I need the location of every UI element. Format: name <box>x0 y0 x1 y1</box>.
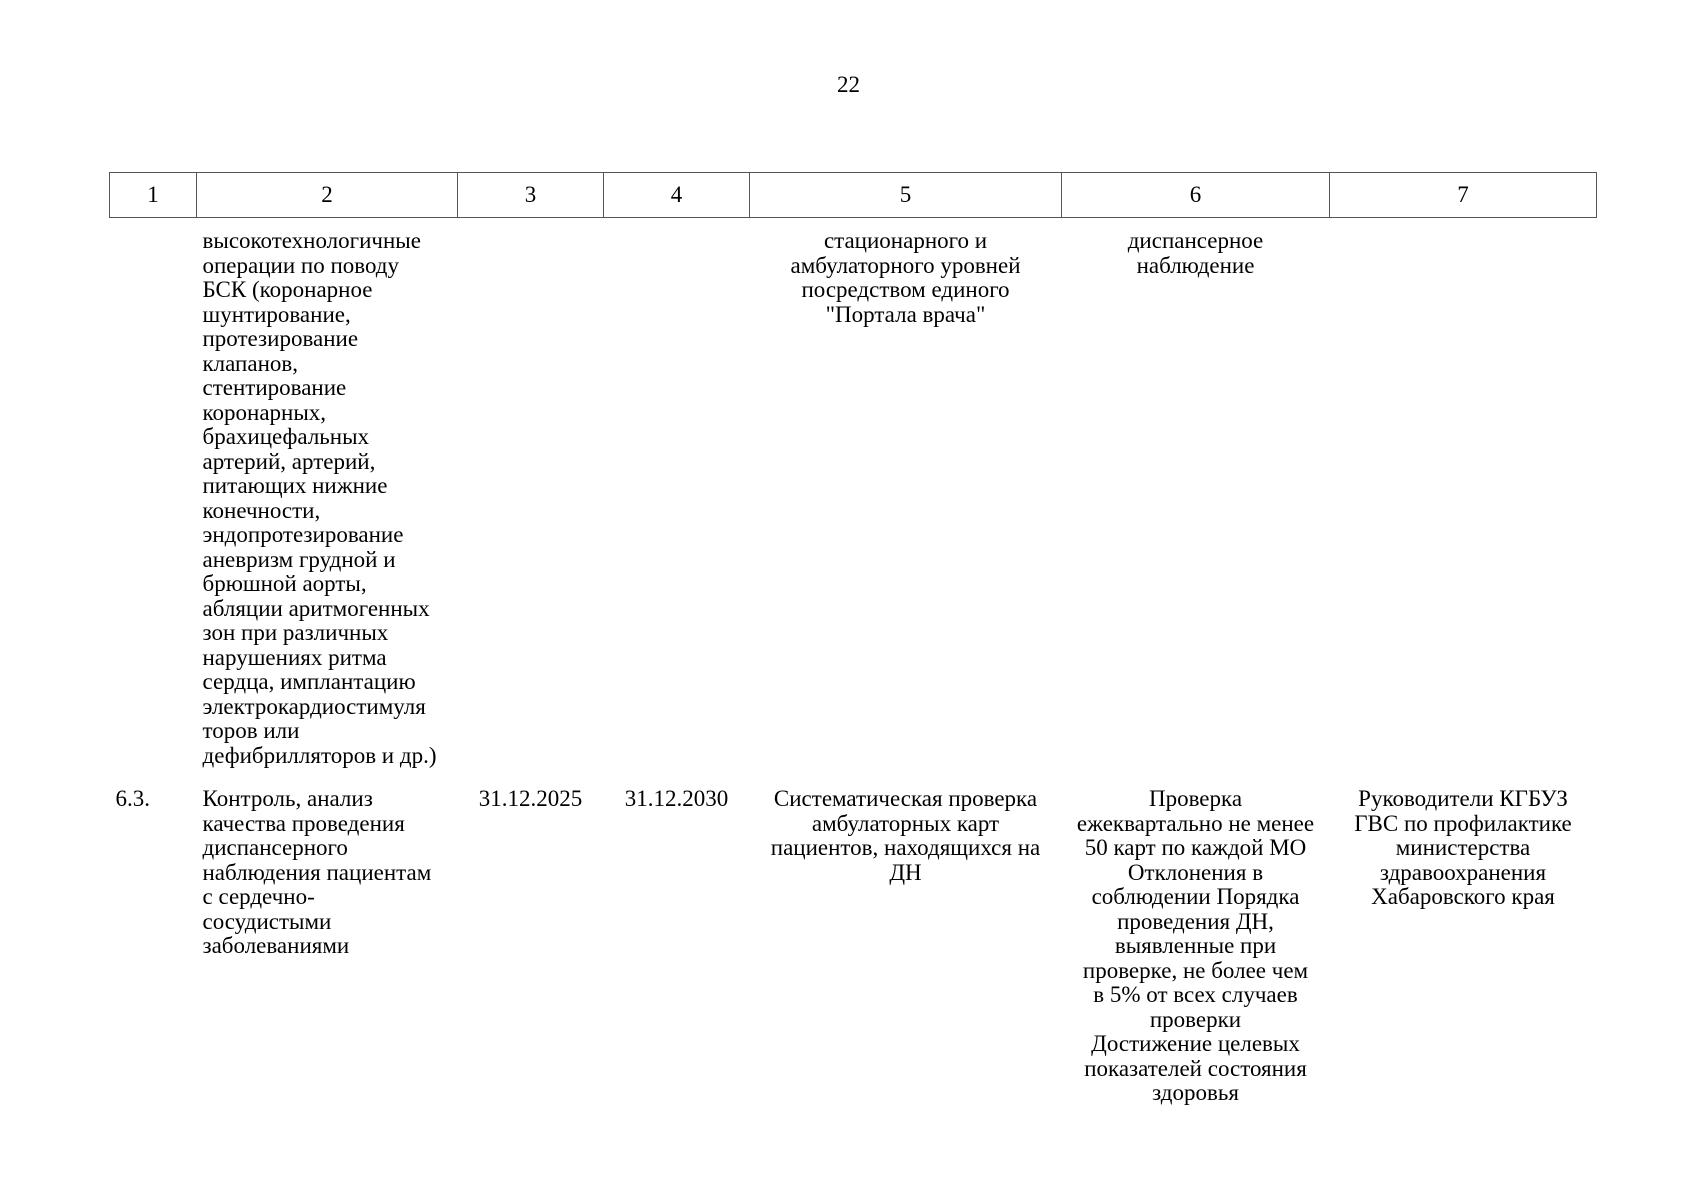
responsible-cell <box>1330 768 1597 1106</box>
cell-text-line: наблюдение <box>1136 252 1255 278</box>
table-row <box>110 768 1597 1106</box>
indicator-cell <box>1062 768 1330 1106</box>
cell-text-line: питающих нижние <box>202 473 388 498</box>
cell-text-line: здравоохранения <box>1379 859 1547 885</box>
cell-text-line: Контроль, анализ <box>202 786 373 811</box>
cell-text-line: диспансерного <box>202 835 348 860</box>
cell-text-line: здоровья <box>1152 1080 1239 1105</box>
column-number-5: 5 <box>750 173 1062 218</box>
cell-text-line: нарушениях ритма <box>202 644 387 670</box>
cell-text-line: клапанов, <box>202 350 298 376</box>
expected-result-cell <box>750 218 1062 769</box>
cell-text-line: амбулаторного уровней <box>790 252 1021 278</box>
cell-text-line: шунтирование, <box>202 301 351 327</box>
cell-text-line: сосудистыми <box>202 908 332 934</box>
column-number-4: 4 <box>604 173 750 218</box>
cell-text-line: конечности, <box>202 497 321 523</box>
responsible-cell <box>1330 218 1597 769</box>
cell-text-line: выявленные при <box>1114 933 1277 958</box>
cell-text-line: аневризм грудной и <box>202 546 396 572</box>
column-number-header-row <box>110 173 1597 218</box>
cell-text-line: показателей состояния <box>1084 1055 1307 1081</box>
cell-text-line: соблюдении Порядка <box>1091 884 1300 909</box>
expected-result-cell <box>750 768 1062 1106</box>
page-number: 22 <box>837 72 860 97</box>
cell-text-line: сердца, имплантацию <box>202 669 416 694</box>
measure-description-cell <box>197 218 458 769</box>
cell-text-line: наблюдения пациентам <box>202 859 432 885</box>
measure-description-cell <box>197 768 458 1106</box>
cell-text-line: высокотехнологичные <box>202 228 421 253</box>
end-date-cell: 31.12.2030 <box>624 786 729 811</box>
cell-text-line: в 5% от всех случаев <box>1093 982 1298 1007</box>
column-number-7: 7 <box>1330 173 1597 218</box>
plan-table <box>109 172 1597 1106</box>
cell-text-line: операции по поводу <box>202 252 400 278</box>
cell-text-line: качества проведения <box>202 810 405 836</box>
cell-text-line: министерства <box>1395 835 1531 860</box>
cell-text-line: Систематическая проверка <box>773 786 1038 811</box>
column-number-2: 2 <box>197 173 458 218</box>
column-number-3: 3 <box>458 173 604 218</box>
row-number-cell: 6.3. <box>115 786 150 811</box>
cell-text-line: посредством единого <box>801 277 1010 302</box>
cell-text-line: БСК (коронарное <box>202 277 373 302</box>
cell-text-line: ежеквартально не менее <box>1076 810 1315 836</box>
cell-text-line: Достижение целевых <box>1091 1031 1300 1056</box>
column-number-6: 6 <box>1062 173 1330 218</box>
table-row <box>110 218 1597 769</box>
cell-text-line: амбулаторных карт <box>811 810 1000 836</box>
cell-text-line: коронарных, <box>202 399 327 425</box>
cell-text-line: ГВС по профилактике <box>1354 810 1572 836</box>
cell-text-line: артерий, артерий, <box>202 448 376 474</box>
cell-text-line: Отклонения в <box>1127 859 1264 885</box>
cell-text-line: Проверка <box>1148 786 1243 811</box>
cell-text-line: абляции аритмогенных <box>202 595 430 621</box>
cell-text-line: ДН <box>889 859 922 885</box>
end-date-cell <box>604 218 750 769</box>
indicator-cell <box>1062 218 1330 769</box>
cell-text-line: проведения ДН, <box>1117 908 1274 934</box>
cell-text-line: торов или <box>202 718 300 743</box>
cell-text-line: Руководители КГБУЗ <box>1358 786 1568 811</box>
cell-text-line: зон при различных <box>202 620 389 645</box>
cell-text-line: с сердечно- <box>202 884 315 909</box>
cell-text-line: стентирование <box>202 375 347 400</box>
cell-text-line: проверке, не более чем <box>1082 957 1309 983</box>
cell-text-line: диспансерное <box>1127 228 1264 253</box>
cell-text-line: брахицефальных <box>202 424 370 449</box>
cell-text-line: эндопротезирование <box>202 522 404 547</box>
cell-text-line: "Портала врача" <box>825 301 986 327</box>
cell-text-line: электрокардиостимуля <box>202 693 426 719</box>
cell-text-line: 50 карт по каждой МО <box>1084 835 1307 860</box>
cell-text-line: заболеваниями <box>202 933 350 958</box>
cell-text-line: проверки <box>1149 1006 1242 1032</box>
cell-text-line: Хабаровского края <box>1371 884 1555 909</box>
start-date-cell <box>458 218 604 769</box>
start-date-cell: 31.12.2025 <box>478 786 583 811</box>
column-number-1: 1 <box>110 173 197 218</box>
cell-text-line: брюшной аорты, <box>202 571 367 596</box>
cell-text-line: пациентов, находящихся на <box>770 835 1041 860</box>
cell-text-line: протезирование <box>202 326 359 351</box>
row-number-cell <box>110 218 197 769</box>
cell-text-line: дефибрилляторов и др.) <box>202 742 437 768</box>
cell-text-line: стационарного и <box>823 228 988 253</box>
